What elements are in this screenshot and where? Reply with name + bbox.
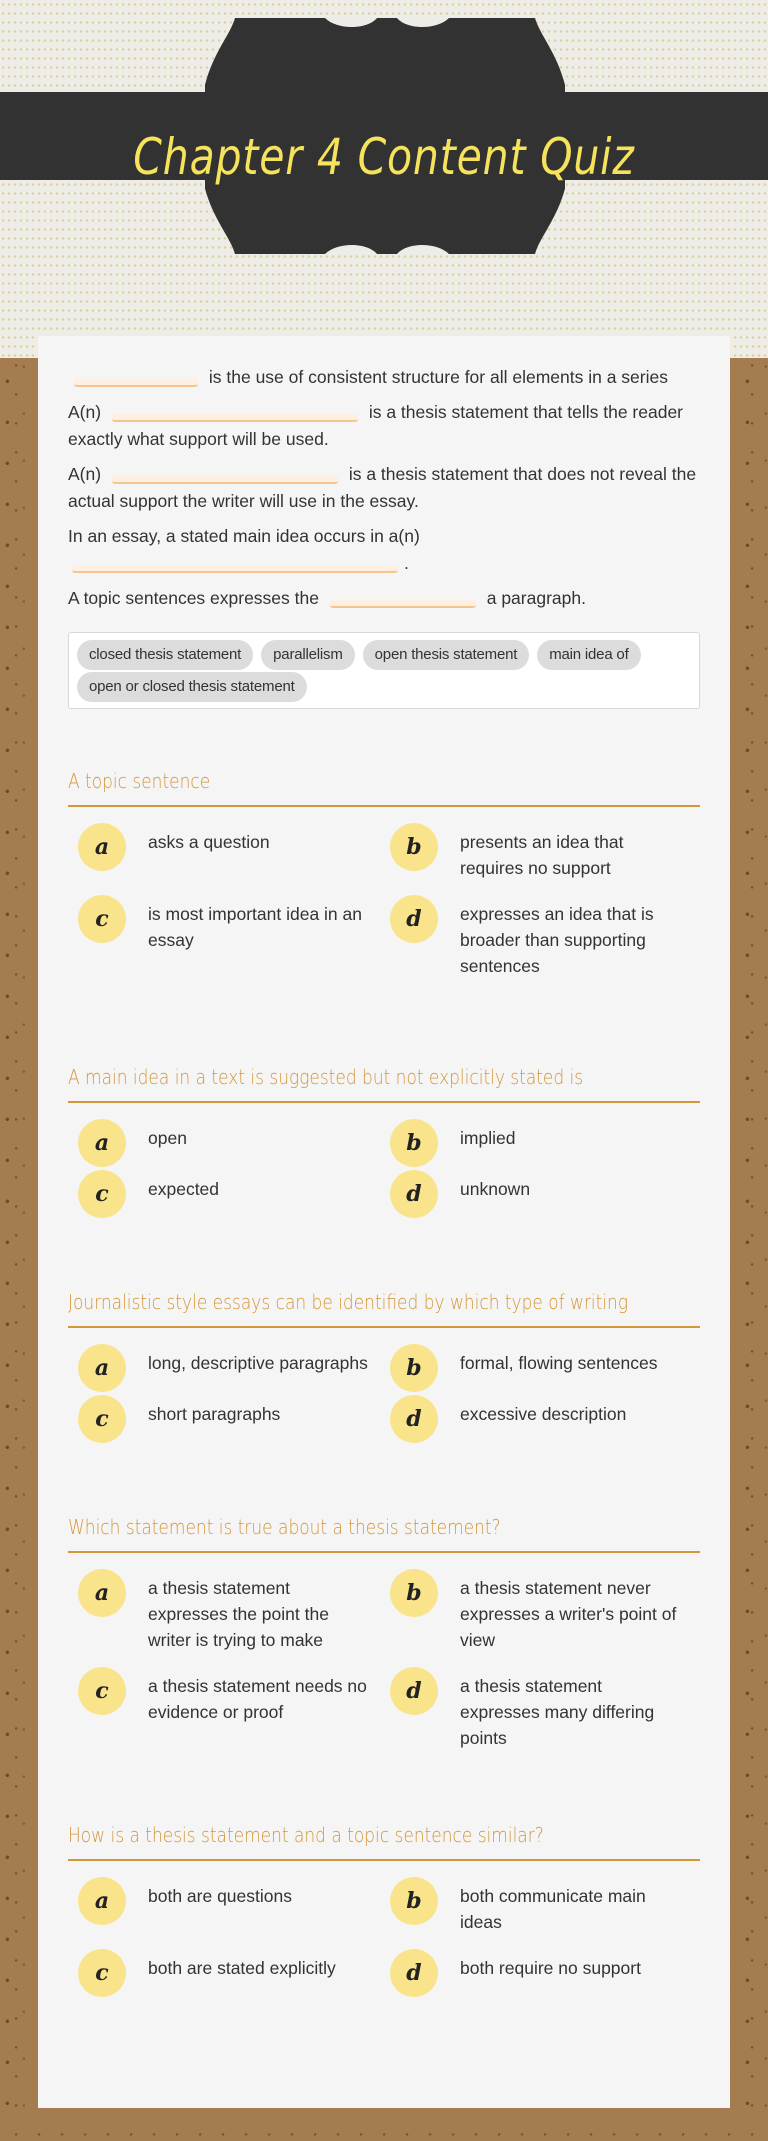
- word-chip[interactable]: closed thesis statement: [77, 640, 253, 670]
- option-c[interactable]: [68, 1667, 380, 1751]
- letter-bubble-icon[interactable]: d: [390, 1949, 438, 1997]
- letter-bubble-icon[interactable]: b: [390, 823, 438, 871]
- question-3: [68, 1288, 700, 1443]
- fib-question-4: [68, 523, 700, 577]
- option-a[interactable]: [68, 823, 380, 881]
- divider: [68, 1551, 700, 1553]
- letter-bubble-icon[interactable]: c: [78, 895, 126, 943]
- word-bank: [68, 632, 700, 709]
- option-text: both require no support: [460, 1958, 641, 1978]
- fib-question-1: [68, 364, 700, 391]
- word-chip[interactable]: open or closed thesis statement: [77, 672, 307, 702]
- letter-bubble-icon[interactable]: d: [390, 1170, 438, 1218]
- option-text: both are stated explicitly: [148, 1958, 336, 1978]
- option-text: implied: [460, 1128, 516, 1148]
- option-c[interactable]: [68, 1170, 380, 1218]
- question-title: A topic sentence: [68, 769, 211, 793]
- options-grid: [68, 1877, 700, 1997]
- option-a[interactable]: [68, 1119, 380, 1167]
- option-text: a thesis statement never expresses a writer's point of view: [460, 1578, 677, 1650]
- letter-bubble-icon[interactable]: b: [390, 1119, 438, 1167]
- option-b[interactable]: [380, 1344, 692, 1392]
- option-b[interactable]: [380, 1119, 692, 1167]
- options-grid: [68, 1119, 700, 1218]
- letter-bubble-icon[interactable]: d: [390, 1667, 438, 1715]
- quiz-card: [38, 336, 730, 2108]
- question-title: How is a thesis statement and a topic sentence similar?: [68, 1823, 544, 1847]
- option-c[interactable]: [68, 1949, 380, 1997]
- letter-bubble-icon[interactable]: a: [78, 823, 126, 871]
- option-text: a thesis statement expresses the point the writer is trying to make: [148, 1578, 329, 1650]
- option-d[interactable]: [380, 1949, 692, 1997]
- option-text: open: [148, 1128, 187, 1148]
- answer-blank-5[interactable]: [330, 586, 476, 608]
- letter-bubble-icon[interactable]: c: [78, 1667, 126, 1715]
- letter-bubble-icon[interactable]: a: [78, 1569, 126, 1617]
- fib-text-before: A topic sentences expresses the: [68, 588, 319, 608]
- letter-bubble-icon[interactable]: c: [78, 1395, 126, 1443]
- letter-bubble-icon[interactable]: a: [78, 1877, 126, 1925]
- fib-text-before: A(n): [68, 402, 102, 422]
- fib-text-after: is the use of consistent structure for all elements in a series: [208, 367, 668, 387]
- letter-bubble-icon[interactable]: b: [390, 1569, 438, 1617]
- option-text: excessive description: [460, 1404, 627, 1424]
- option-d[interactable]: [380, 895, 692, 979]
- letter-bubble-icon[interactable]: d: [390, 895, 438, 943]
- option-text: both are questions: [148, 1886, 292, 1906]
- fib-question-3: [68, 461, 700, 515]
- option-d[interactable]: [380, 1170, 692, 1218]
- letter-bubble-icon[interactable]: a: [78, 1119, 126, 1167]
- fill-in-blanks-section: [68, 364, 700, 709]
- divider: [68, 1859, 700, 1861]
- letter-bubble-icon[interactable]: b: [390, 1344, 438, 1392]
- option-b[interactable]: [380, 1569, 692, 1653]
- answer-blank-4[interactable]: [72, 551, 398, 573]
- option-text: formal, flowing sentences: [460, 1353, 658, 1373]
- answer-blank-1[interactable]: [74, 365, 198, 387]
- question-2: [68, 1063, 700, 1218]
- option-text: short paragraphs: [148, 1404, 281, 1424]
- option-a[interactable]: [68, 1569, 380, 1653]
- option-d[interactable]: [380, 1667, 692, 1751]
- answer-blank-3[interactable]: [112, 462, 338, 484]
- option-text: long, descriptive paragraphs: [148, 1353, 368, 1373]
- option-text: asks a question: [148, 832, 270, 852]
- letter-bubble-icon[interactable]: d: [390, 1395, 438, 1443]
- word-chip[interactable]: main idea of: [537, 640, 640, 670]
- option-text: presents an idea that requires no support: [460, 832, 624, 878]
- option-c[interactable]: [68, 1395, 380, 1443]
- fib-text-after: .: [404, 553, 409, 573]
- option-text: unknown: [460, 1179, 531, 1199]
- letter-bubble-icon[interactable]: a: [78, 1344, 126, 1392]
- page-header: [0, 0, 768, 260]
- options-grid: [68, 1569, 700, 1751]
- question-title: Which statement is true about a thesis statement?: [68, 1515, 501, 1539]
- fib-text-after: a paragraph.: [486, 588, 586, 608]
- option-c[interactable]: [68, 895, 380, 979]
- option-text: both communicate main ideas: [460, 1886, 646, 1932]
- question-4: [68, 1513, 700, 1751]
- option-d[interactable]: [380, 1395, 692, 1443]
- option-text: a thesis statement expresses many differing points: [460, 1676, 655, 1748]
- fib-question-2: [68, 399, 700, 453]
- options-grid: [68, 1344, 700, 1443]
- option-a[interactable]: [68, 1344, 380, 1392]
- divider: [68, 1326, 700, 1328]
- letter-bubble-icon[interactable]: c: [78, 1949, 126, 1997]
- fib-question-5: [68, 585, 700, 612]
- word-chip[interactable]: parallelism: [261, 640, 355, 670]
- options-grid: [68, 823, 700, 979]
- page-title: Chapter 4 Content Quiz: [133, 128, 635, 186]
- question-5: [68, 1821, 700, 1997]
- option-b[interactable]: [380, 823, 692, 881]
- question-title: A main idea in a text is suggested but not explicitly stated is: [68, 1065, 584, 1089]
- option-text: is most important idea in an essay: [148, 904, 362, 950]
- fib-text-after: is a thesis statement that tells the reader exactly what support will be used.: [68, 402, 684, 449]
- option-text: expresses an idea that is broader than supporting sentences: [460, 904, 654, 976]
- fib-text-before: A(n): [68, 464, 102, 484]
- word-chip[interactable]: open thesis statement: [363, 640, 530, 670]
- fib-text-after: is a thesis statement that does not reveal the actual support the writer will use in the essay.: [68, 464, 697, 511]
- option-b[interactable]: [380, 1877, 692, 1935]
- answer-blank-2[interactable]: [112, 400, 358, 422]
- letter-bubble-icon[interactable]: b: [390, 1877, 438, 1925]
- divider: [68, 805, 700, 807]
- divider: [68, 1101, 700, 1103]
- question-title: Journalistic style essays can be identified by which type of writing: [68, 1290, 629, 1314]
- question-1: [68, 767, 700, 979]
- letter-bubble-icon[interactable]: c: [78, 1170, 126, 1218]
- option-a[interactable]: [68, 1877, 380, 1935]
- fib-text-before: In an essay, a stated main idea occurs in a(n): [68, 526, 420, 546]
- option-text: expected: [148, 1179, 220, 1199]
- option-text: a thesis statement needs no evidence or proof: [148, 1676, 367, 1722]
